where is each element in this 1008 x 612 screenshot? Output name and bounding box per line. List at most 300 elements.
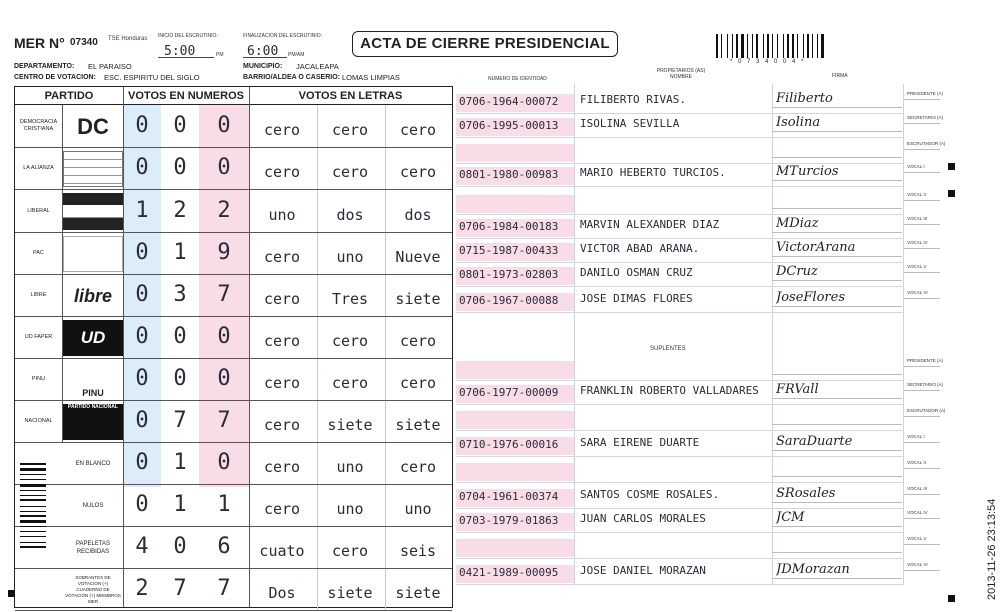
document-title: ACTA DE CIERRE PRESIDENCIAL (352, 31, 618, 57)
id-band (456, 361, 574, 379)
row-line (456, 312, 904, 313)
member-signature: Isolina (776, 115, 821, 130)
word-col-sep (317, 485, 318, 526)
centro-label: CENTRO DE VOTACION: (14, 74, 96, 81)
barcode-gap (779, 34, 782, 58)
vote-digit: 6 (217, 534, 231, 559)
party-row (15, 359, 452, 401)
barcode-bar (716, 34, 718, 58)
vote-digit: 0 (135, 492, 149, 517)
barcode-bar (20, 536, 46, 537)
row-line (456, 404, 904, 405)
summary-name: SOBRANTES DE VOTACION (+) CUADERNO DE VOTACION (+) MIEMBROS MER (65, 574, 121, 604)
vote-word: cero (331, 374, 369, 392)
registration-mark (948, 190, 955, 197)
party-name: PAC (15, 233, 63, 274)
vote-digit: 0 (173, 112, 187, 138)
word-col-sep (385, 401, 386, 442)
member-signature: JDMorazan (776, 562, 850, 577)
vote-word: siete (395, 584, 441, 602)
vote-word: cero (399, 120, 437, 139)
vote-word: Tres (331, 290, 369, 308)
role-line (904, 570, 940, 571)
party-logo: DC (77, 113, 109, 139)
vote-word: siete (327, 584, 373, 602)
barcode-gap (765, 34, 766, 58)
id-band (456, 539, 574, 557)
word-col-sep (317, 401, 318, 442)
vote-word: cero (331, 542, 369, 560)
barcode-bar (20, 508, 46, 510)
vote-word: dos (404, 205, 432, 224)
member-role: PRESIDENTE (A) (907, 358, 944, 363)
party-logo: UD (63, 320, 123, 356)
barcode-gap (745, 34, 746, 58)
departamento-value: EL PARAISO (88, 62, 132, 71)
vote-digit: 7 (173, 408, 187, 433)
barcode-gap (770, 34, 771, 58)
party-logo: PARTIDO NACIONAL (63, 404, 123, 440)
vote-digit: 7 (173, 576, 187, 601)
role-line (904, 200, 940, 201)
member-role: VOCAL II (907, 460, 926, 465)
vsep-name (772, 84, 773, 584)
barcode-gap (729, 34, 731, 58)
vote-word: siete (395, 290, 441, 308)
member-name: MARIO HEBERTO TURCIOS. (580, 166, 726, 179)
vote-digit: 0 (173, 155, 187, 180)
barcode-gap (795, 34, 796, 58)
barcode-gap (814, 34, 816, 58)
vote-digit: 0 (217, 450, 231, 475)
start-time: 5:00 (164, 44, 196, 59)
vote-digit: 1 (217, 492, 231, 517)
row-line (456, 286, 904, 287)
word-col-sep (385, 485, 386, 526)
vote-word: cuato (259, 542, 305, 560)
vote-digit: 1 (173, 450, 187, 475)
word-col-sep (385, 569, 386, 610)
row-line (456, 113, 904, 114)
vote-word: uno (336, 500, 364, 518)
registration-mark (948, 163, 955, 170)
word-col-sep (317, 359, 318, 400)
member-role: VOCAL III (907, 216, 928, 221)
member-role: VOCAL VI (907, 290, 928, 295)
vote-digit: 0 (135, 366, 149, 391)
scan-timestamp: 2013-11-26 23:13:54 (986, 498, 998, 600)
barcode-gap (723, 34, 726, 58)
vote-digit: 1 (173, 240, 187, 265)
party-name: LA ALIANZA (15, 148, 63, 189)
barcode-bar (803, 34, 804, 58)
word-col-sep (385, 148, 386, 189)
word-col-sep (317, 569, 318, 610)
member-id: 0421-1989-00095 (459, 566, 559, 579)
vote-digit: 0 (173, 534, 187, 559)
party-logo: PINU (82, 388, 104, 398)
barcode-bar (20, 463, 46, 465)
role-line (904, 366, 940, 367)
vote-digit: 9 (217, 240, 231, 265)
member-role: VOCAL I (907, 164, 925, 169)
word-col-sep (385, 317, 386, 358)
member-signature: MTurcios (776, 164, 839, 179)
word-col-sep (385, 359, 386, 400)
barcode-gap (810, 34, 811, 58)
member-id: 0704-1961-00374 (459, 490, 559, 503)
signature-line (772, 107, 902, 108)
word-col-sep (385, 443, 386, 484)
member-name: JUAN CARLOS MORALES (580, 512, 706, 525)
barcode-gap (805, 34, 806, 58)
vote-digit: 0 (135, 408, 149, 433)
member-id: 0801-1973-02803 (459, 268, 559, 281)
party-name: UD FAPER (15, 317, 63, 358)
vote-digit: 0 (135, 240, 149, 265)
vline-2 (249, 87, 250, 607)
word-col-sep (385, 275, 386, 316)
departamento-label: DEPARTAMENTO: (14, 63, 75, 70)
word-col-sep (317, 190, 318, 232)
barcode-bar (20, 484, 46, 487)
col-sign-title: FIRMA (832, 73, 848, 79)
party-name: DEMOCRACIA CRISTIANA (15, 105, 63, 147)
word-col-sep (385, 233, 386, 274)
member-id: 0706-1984-00183 (459, 220, 559, 233)
barcode-bar (756, 34, 758, 58)
barcode-bar (20, 476, 46, 478)
member-name: FRANKLIN ROBERTO VALLADARES (580, 384, 759, 397)
word-col-sep (385, 190, 386, 232)
signature-line (772, 578, 902, 579)
signature-line (772, 256, 902, 257)
summary-row (15, 485, 452, 527)
vote-word: siete (327, 416, 373, 434)
row-line (456, 186, 904, 187)
barcode-bar (812, 34, 813, 58)
row-line (456, 508, 904, 509)
id-band (456, 411, 574, 429)
vote-word: cero (263, 416, 301, 434)
party-row (15, 190, 452, 233)
row-line (456, 456, 904, 457)
barrio-label: BARRIO/ALDEA O CASERIO: (243, 74, 340, 81)
signature-line (772, 157, 902, 158)
registration-mark (8, 590, 15, 597)
barcode-gap (825, 34, 826, 58)
vote-word: seis (399, 542, 437, 560)
vote-digit: 0 (217, 366, 231, 391)
vote-digit: 7 (217, 408, 231, 433)
signature-line (772, 502, 902, 503)
barcode-bar (787, 34, 789, 58)
barcode-bar (807, 34, 809, 58)
member-signature: JCM (776, 510, 805, 525)
vote-word: siete (395, 416, 441, 434)
registration-mark (948, 595, 955, 602)
role-line (904, 224, 940, 225)
summary-row (15, 443, 452, 485)
col-name-title: PROPIETARIOS (AS) NOMBRE (656, 68, 706, 80)
vote-digit: 0 (135, 112, 149, 138)
member-id: 0706-1967-00088 (459, 294, 559, 307)
vote-word: cero (263, 500, 301, 518)
mer-number: 07340 (70, 37, 98, 48)
row-line (456, 214, 904, 215)
vote-digit: 2 (217, 197, 231, 223)
barcode-bar (20, 479, 46, 480)
vote-digit: 0 (135, 450, 149, 475)
member-role: VOCAL IV (907, 240, 928, 245)
end-time: 6:00 (247, 44, 279, 59)
barcode-bar (20, 506, 46, 507)
barrio-value: LOMAS LIMPIAS (342, 73, 400, 82)
barcode-bar (20, 528, 46, 530)
member-id: 0710-1976-00016 (459, 438, 559, 451)
role-line (904, 272, 940, 273)
party-logo: libre (73, 285, 112, 306)
barcode-bar (763, 34, 764, 58)
barcode-gap (799, 34, 802, 58)
role-line (904, 416, 940, 417)
barcode-bar (821, 34, 824, 58)
party-name: NACIONAL (15, 401, 63, 442)
party-row (15, 105, 452, 148)
barcode-bar (20, 495, 46, 496)
th-partido: PARTIDO (44, 90, 94, 102)
th-letras: VOTOS EN LETRAS (298, 90, 403, 102)
party-row (15, 233, 452, 275)
member-role: VOCAL V (907, 536, 927, 541)
vote-word: cero (399, 332, 437, 350)
barcode-bar (20, 481, 46, 483)
member-name: FILIBERTO RIVAS. (580, 93, 686, 106)
vote-digit: 0 (135, 155, 149, 180)
barcode-gap (774, 34, 776, 58)
vote-word: cero (263, 163, 301, 181)
start-suffix: PM (216, 52, 224, 58)
summary-name: EN BLANCO (75, 460, 111, 467)
role-line (904, 99, 940, 100)
role-line (904, 390, 940, 391)
vote-word: cero (331, 163, 369, 181)
party-logo (63, 236, 123, 272)
row-line (456, 430, 904, 431)
party-name: LIBERAL (15, 190, 63, 232)
role-line (904, 494, 940, 495)
vote-word: cero (399, 458, 437, 476)
party-name: PINU (15, 359, 63, 400)
word-col-sep (317, 233, 318, 274)
id-band (456, 195, 574, 213)
vote-word: Nueve (395, 248, 441, 266)
member-id: 0703-1979-01863 (459, 514, 559, 527)
vote-word: cero (263, 332, 301, 350)
member-role: VOCAL III (907, 486, 928, 491)
word-col-sep (317, 317, 318, 358)
signature-line (772, 131, 902, 132)
member-signature: VictorArana (776, 240, 856, 255)
word-col-sep (385, 105, 386, 147)
row-line (456, 532, 904, 533)
barcode-gap (785, 34, 786, 58)
barcode-bar (727, 34, 728, 58)
barcode-bar (741, 34, 744, 58)
summary-name: PAPELETAS RECIBIDAS (75, 540, 111, 555)
vote-word: cero (399, 374, 437, 392)
vote-digit: 2 (173, 197, 187, 223)
member-name: ISOLINA SEVILLA (580, 117, 680, 130)
barcode-bar (20, 538, 46, 541)
row-line (456, 584, 904, 585)
party-row (15, 148, 452, 190)
table-header (15, 87, 452, 105)
barcode-bar (736, 34, 738, 58)
vote-word: cero (263, 374, 301, 392)
vsep-id (574, 84, 575, 584)
barcode-bar (20, 488, 46, 489)
signature-line (772, 280, 902, 281)
member-id: 0706-1977-00009 (459, 386, 559, 399)
id-band (456, 463, 574, 481)
vote-digit: 3 (173, 282, 187, 307)
barcode-gap (739, 34, 740, 58)
party-row (15, 275, 452, 317)
member-role: SECRETARIO (A) (907, 382, 944, 387)
barcode-bar (752, 34, 753, 58)
barcode-bar (20, 546, 46, 548)
member-signature: Filiberto (776, 91, 833, 106)
role-line (904, 468, 940, 469)
member-id: 0715-1987-00433 (459, 244, 559, 257)
member-signature: DCruz (776, 264, 818, 279)
barcode-bar (20, 526, 46, 527)
barcode-gap (790, 34, 791, 58)
vote-word: uno (268, 205, 296, 224)
vote-word: cero (263, 458, 301, 476)
barcode-bar (20, 544, 46, 545)
barcode-bar (817, 34, 818, 58)
vote-word: cero (331, 120, 369, 139)
member-signature: MDiaz (776, 216, 819, 231)
party-logo (63, 151, 123, 187)
barcode-left (20, 463, 48, 559)
col-id-title: NUMERO DE IDENTIDAD (488, 76, 547, 82)
vote-digit: 0 (135, 282, 149, 307)
barcode-bar (20, 531, 46, 532)
member-signature: SRosales (776, 486, 836, 501)
member-role: VOCAL I (907, 434, 925, 439)
signature-line (772, 232, 902, 233)
member-id: 0706-1995-00013 (459, 119, 559, 132)
vote-digit: 1 (135, 197, 149, 223)
member-role: ESCRUTADOR (A) (907, 141, 946, 146)
member-id: 0706-1964-00072 (459, 95, 559, 108)
barcode-bar (20, 533, 46, 535)
signature-line (772, 552, 902, 553)
vline-1 (123, 87, 124, 607)
barcode-bar (20, 515, 46, 517)
municipio-value: JACALEAPA (296, 62, 339, 71)
tse-logo: TSE Honduras (108, 36, 148, 42)
vote-digit: 0 (217, 112, 231, 138)
vote-digit: 7 (217, 576, 231, 601)
member-role: VOCAL VI (907, 562, 928, 567)
barcode-bar (721, 34, 722, 58)
vote-word: cero (399, 163, 437, 181)
vote-word: Dos (268, 584, 296, 602)
votes-table (14, 86, 453, 608)
role-line (904, 172, 940, 173)
member-role: PRESIDENTE (A) (907, 91, 944, 96)
vote-digit: 7 (217, 282, 231, 307)
th-numeros: VOTOS EN NUMEROS (128, 90, 244, 102)
member-signature: JoseFlores (776, 290, 845, 305)
member-name: JOSE DIMAS FLORES (580, 292, 693, 305)
barcode-bar (20, 502, 46, 505)
signature-line (772, 180, 902, 181)
word-col-sep (317, 443, 318, 484)
word-col-sep (317, 148, 318, 189)
barcode-gap (754, 34, 755, 58)
barcode-bar (732, 34, 733, 58)
signature-line (772, 306, 902, 307)
barcode-bar (20, 511, 46, 512)
signature-line (772, 476, 902, 477)
municipio-label: MUNICIPIO: (243, 63, 283, 70)
member-name: JOSE DANIEL MORAZAN (580, 564, 706, 577)
vote-digit: 4 (135, 534, 149, 559)
party-row (15, 401, 452, 443)
word-col-sep (317, 527, 318, 568)
party-name: LIBRE (15, 275, 63, 316)
id-band (456, 144, 574, 162)
vote-digit: 0 (217, 324, 231, 349)
barcode-bar (20, 518, 46, 519)
vote-digit: 0 (173, 324, 187, 349)
vote-digit: 0 (135, 324, 149, 349)
barcode-gap (749, 34, 751, 58)
vote-digit: 0 (217, 155, 231, 180)
barcode-bar (797, 34, 798, 58)
role-line (904, 123, 940, 124)
signature-line (772, 450, 902, 451)
role-line (904, 544, 940, 545)
barcode-gap (819, 34, 820, 58)
barcode-bar (20, 499, 46, 501)
vote-word: cero (263, 248, 301, 266)
summary-row (15, 569, 452, 611)
barcode-bar (777, 34, 778, 58)
row-line (456, 482, 904, 483)
barcode-bar (767, 34, 769, 58)
barcode-bar (747, 34, 748, 58)
vote-digit: 1 (173, 492, 187, 517)
role-line (904, 149, 940, 150)
suplentes-label: SUPLENTES (650, 346, 686, 352)
vote-word: uno (404, 500, 432, 518)
role-line (904, 298, 940, 299)
barcode-bar (20, 513, 46, 514)
row-line (456, 238, 904, 239)
member-name: SARA EIRENE DUARTE (580, 436, 700, 449)
barcode-bar (20, 474, 46, 475)
vsep-sign (903, 84, 904, 584)
role-line (904, 518, 940, 519)
vote-digit: 0 (173, 366, 187, 391)
barcode-gap (734, 34, 735, 58)
